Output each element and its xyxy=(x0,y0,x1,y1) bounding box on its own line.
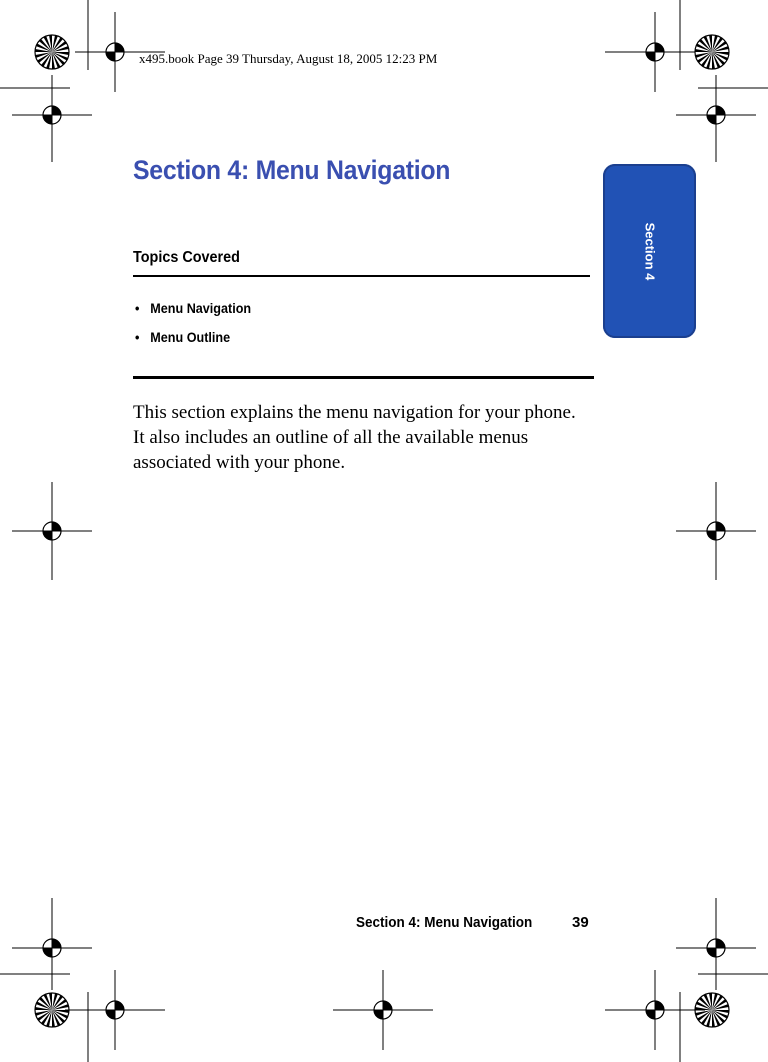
section-divider xyxy=(133,376,594,379)
topics-rule xyxy=(133,275,590,277)
topic-item: • Menu Outline xyxy=(135,329,231,345)
topics-heading: Topics Covered xyxy=(133,249,240,266)
footer-running-title: Section 4: Menu Navigation xyxy=(356,914,533,931)
print-slug-line: x495.book Page 39 Thursday, August 18, 2005 12:23 PM xyxy=(139,51,438,66)
topics-list xyxy=(135,300,264,358)
page-number: 39 xyxy=(572,914,589,931)
side-tab-label: Section 4 xyxy=(641,222,657,280)
topic-item: • Menu Navigation xyxy=(135,300,252,316)
bullet-icon: • xyxy=(135,300,140,316)
page-title: Section 4: Menu Navigation xyxy=(133,155,451,185)
body-paragraph: This section explains the menu navigation for your phone. It also includes an outline of all the available menus associated with your phone. xyxy=(133,402,576,473)
bullet-icon: • xyxy=(135,329,140,345)
